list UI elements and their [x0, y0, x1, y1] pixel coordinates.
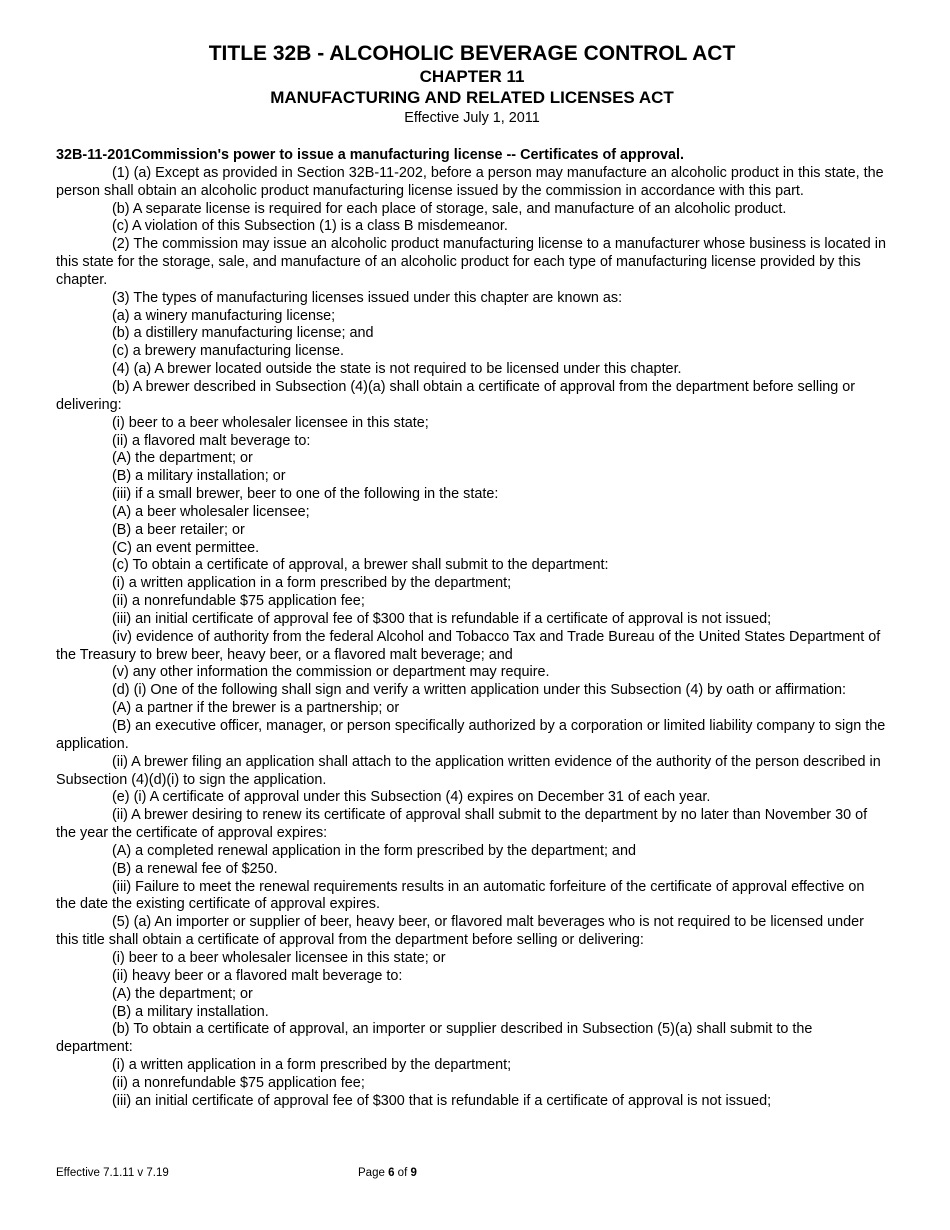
document-title: TITLE 32B - ALCOHOLIC BEVERAGE CONTROL ACT [208, 42, 736, 65]
section-heading [56, 147, 888, 165]
section-number: 32B-11-201 [56, 147, 132, 163]
paragraph: (c) a brewery manufacturing license. [112, 343, 344, 360]
paragraph: (v) any other information the commission or department may require. [112, 664, 550, 681]
paragraph: (C) an event permittee. [112, 539, 260, 556]
footer-page-indicator [358, 1166, 417, 1180]
paragraph: (A) a partner if the brewer is a partnership; or [112, 700, 400, 717]
paragraph: (1) (a) Except as provided in Section 32B-11-202, before a person may manufacture an alcoholic product in this state, the person shall obtain an alcoholic product manufacturing license issued by the commission in accordance with this part. [56, 164, 884, 199]
section-title: Commission's power to issue a manufacturing license -- Certificates of approval. [131, 147, 685, 163]
paragraph: (4) (a) A brewer located outside the state is not required to be licensed under this chapter. [112, 361, 682, 378]
document-page [56, 42, 888, 1111]
paragraph: (ii) A brewer desiring to renew its certificate of approval shall submit to the department by no later than November 30 of the year the certificate of approval expires: [56, 807, 868, 842]
paragraph: (2) The commission may issue an alcoholic product manufacturing license to a manufacturer whose business is located in this state for the storage, sale, and manufacture of an alcoholic product for each type of manufacturing license provided by this chapter. [56, 236, 887, 288]
paragraph: (A) a beer wholesaler licensee; [112, 503, 310, 520]
paragraph: (ii) a nonrefundable $75 application fee; [112, 593, 365, 610]
paragraph: (ii) A brewer filing an application shall attach to the application written evidence of the authority of the person described in Subsection (4)(d)(i) to sign the application. [56, 753, 881, 788]
paragraph: (i) a written application in a form prescribed by the department; [112, 575, 512, 592]
paragraph: (ii) heavy beer or a flavored malt beverage to: [112, 967, 403, 984]
paragraph: (iii) Failure to meet the renewal requirements results in an automatic forfeiture of the certificate of approval effective on the date the existing certificate of approval expires. [56, 878, 865, 913]
effective-date: Effective July 1, 2011 [404, 110, 540, 126]
footer-version: Effective 7.1.11 v 7.19 [56, 1167, 169, 1179]
paragraph: (iii) if a small brewer, beer to one of the following in the state: [112, 486, 499, 503]
chapter-heading: CHAPTER 11 [419, 67, 525, 86]
paragraph: (b) To obtain a certificate of approval, an importer or supplier described in Subsection (5)(a) shall submit to the department: [56, 1021, 813, 1056]
paragraph: (b) A separate license is required for each place of storage, sale, and manufacture of an alcoholic product. [112, 200, 787, 217]
act-name-heading: MANUFACTURING AND RELATED LICENSES ACT [270, 88, 674, 107]
paragraph: (A) the department; or [112, 985, 253, 1002]
paragraph: (5) (a) An importer or supplier of beer, heavy beer, or flavored malt beverages who is not required to be licensed under this title shall obtain a certificate of approval from the department before selling or delivering: [56, 914, 864, 949]
paragraph: (A) a completed renewal application in the form prescribed by the department; and [112, 842, 636, 859]
paragraph: (A) the department; or [112, 450, 253, 467]
page-label: Page [358, 1167, 385, 1179]
paragraph: (a) a winery manufacturing license; [112, 307, 336, 324]
of-label: of [397, 1167, 408, 1179]
paragraph: (d) (i) One of the following shall sign and verify a written application under this Subsection (4) by oath or affirmation: [112, 682, 847, 699]
paragraph: (iv) evidence of authority from the federal Alcohol and Tobacco Tax and Trade Bureau of the United States Department of the Treasury to brew beer, heavy beer, or a flavored malt beverage; and [56, 628, 881, 663]
paragraph: (e) (i) A certificate of approval under this Subsection (4) expires on December 31 of each year. [112, 789, 711, 806]
paragraph: (iii) an initial certificate of approval fee of $300 that is refundable if a certificate of approval is not issued; [112, 1092, 772, 1109]
paragraph: (B) a beer retailer; or [112, 521, 245, 538]
paragraph: (B) a renewal fee of $250. [112, 860, 278, 877]
paragraph: (i) a written application in a form prescribed by the department; [112, 1057, 512, 1074]
section-body [56, 165, 888, 1111]
paragraph: (B) a military installation. [112, 1003, 269, 1020]
paragraph: (b) a distillery manufacturing license; and [112, 325, 374, 342]
paragraph: (B) an executive officer, manager, or person specifically authorized by a corporation or limited liability company to sign the application. [56, 718, 886, 752]
paragraph: (3) The types of manufacturing licenses issued under this chapter are known as: [112, 289, 623, 306]
paragraph: (c) A violation of this Subsection (1) is a class B misdemeanor. [112, 218, 508, 235]
paragraph: (ii) a flavored malt beverage to: [112, 432, 311, 449]
paragraph: (i) beer to a beer wholesaler licensee in this state; or [112, 949, 446, 966]
paragraph: (iii) an initial certificate of approval fee of $300 that is refundable if a certificate of approval is not issued; [112, 610, 772, 627]
paragraph: (b) A brewer described in Subsection (4)(a) shall obtain a certificate of approval from the department before selling or delivering: [56, 378, 856, 413]
page-total: 9 [410, 1167, 417, 1179]
paragraph: (i) beer to a beer wholesaler licensee in this state; [112, 414, 429, 431]
paragraph: (ii) a nonrefundable $75 application fee; [112, 1074, 365, 1091]
paragraph: (B) a military installation; or [112, 468, 286, 485]
paragraph: (c) To obtain a certificate of approval, a brewer shall submit to the department: [112, 557, 609, 574]
page-number: 6 [388, 1167, 395, 1179]
